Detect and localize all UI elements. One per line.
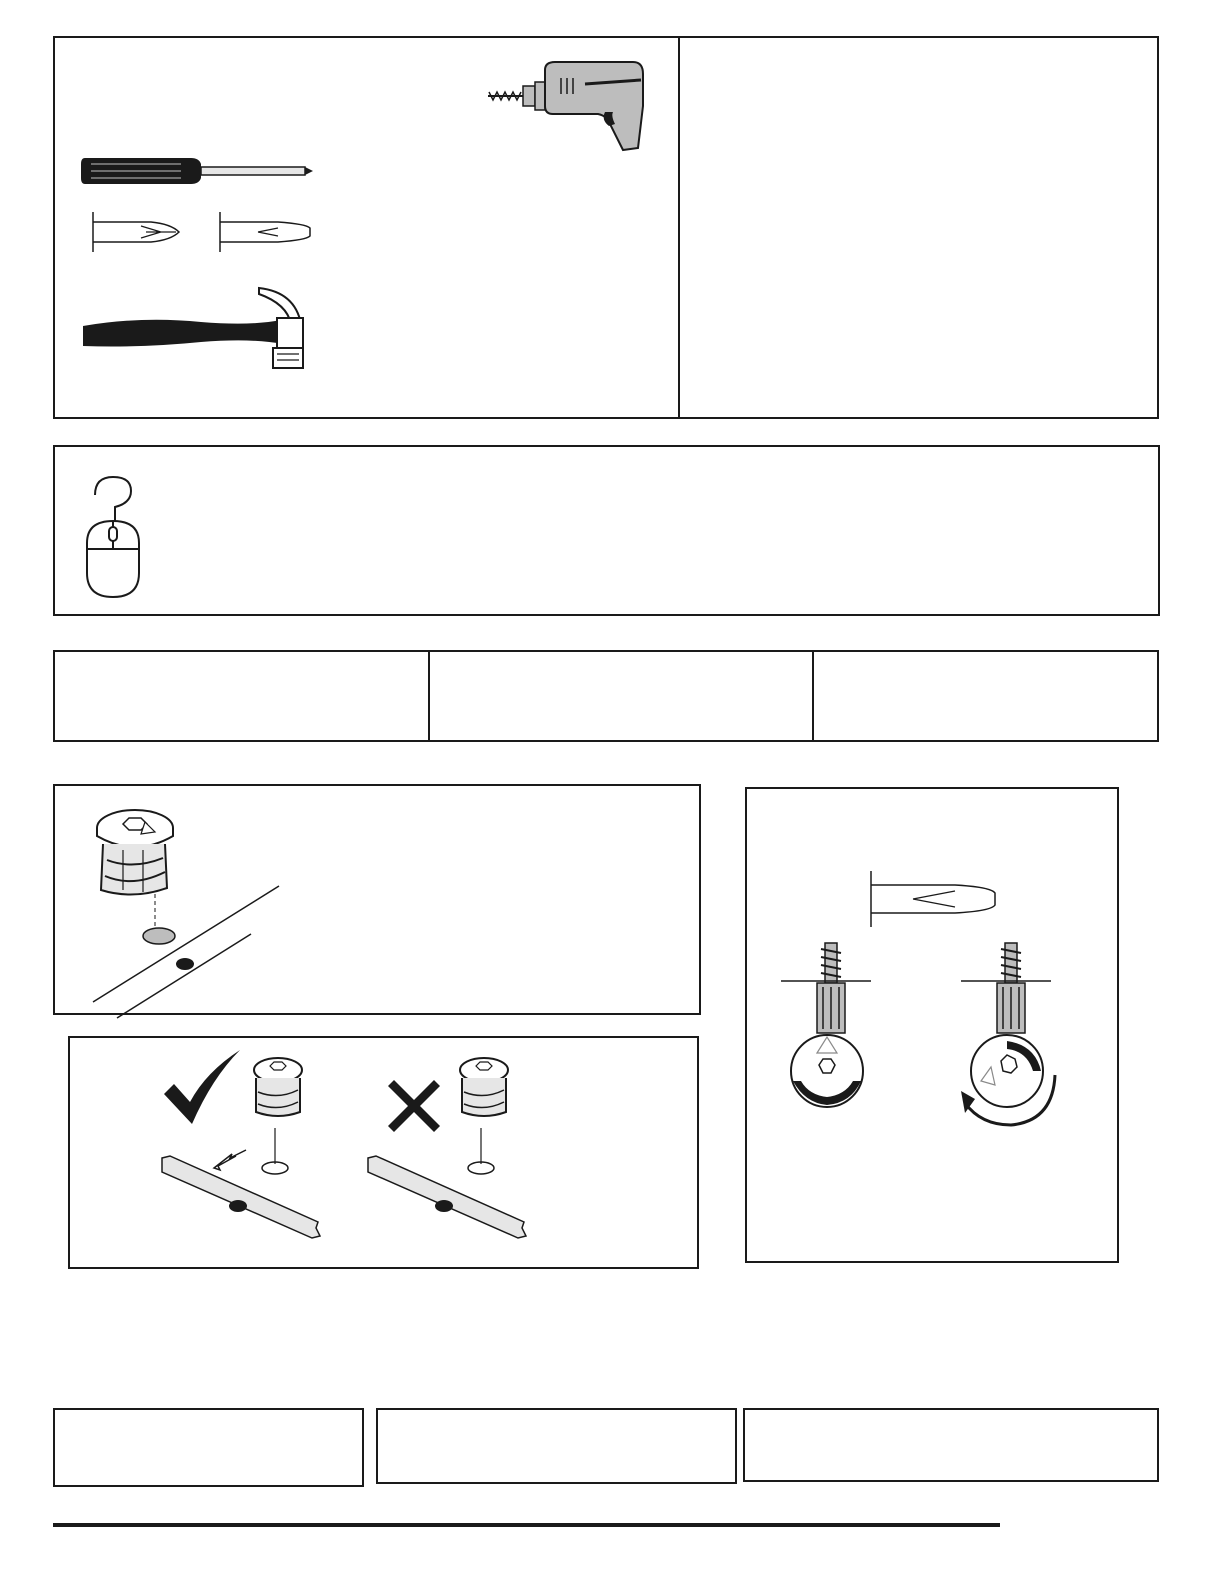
tools-panel-divider (678, 38, 680, 417)
help-panel (53, 445, 1160, 616)
computer-mouse-icon (81, 473, 151, 603)
panel-hole-icon (162, 1128, 332, 1238)
screwdriver-icon (81, 152, 321, 192)
bottom-cell-2 (376, 1408, 737, 1484)
question-mark-icon (95, 477, 131, 523)
cam-bolt-icon (781, 941, 881, 1121)
cross-icon (384, 1076, 444, 1136)
tools-panel (53, 36, 1159, 419)
phillips-bit-icon (91, 212, 191, 252)
cam-lock-icon (250, 1052, 310, 1132)
drill-icon (483, 56, 653, 156)
info-row (53, 650, 1159, 742)
bottom-cell-3 (743, 1408, 1159, 1482)
cam-orientation-panel (68, 1036, 699, 1269)
panel-hole-icon (89, 886, 309, 1046)
flat-bit-icon (218, 212, 328, 252)
arrow-icon (210, 1146, 250, 1176)
cam-lock-icon (93, 800, 193, 900)
checkmark-icon (162, 1048, 242, 1128)
flat-screwdriver-icon (869, 871, 1009, 931)
footer-rule (53, 1523, 1000, 1527)
cam-turn-panel (745, 787, 1119, 1263)
bottom-cell-1 (53, 1408, 364, 1487)
info-row-divider-2 (812, 652, 814, 740)
hammer-icon (81, 284, 321, 374)
info-row-divider-1 (428, 652, 430, 740)
cam-lock-insert-panel (53, 784, 701, 1015)
cam-bolt-icon (961, 941, 1071, 1141)
cam-lock-icon (456, 1052, 516, 1132)
panel-hole-icon (368, 1128, 538, 1238)
